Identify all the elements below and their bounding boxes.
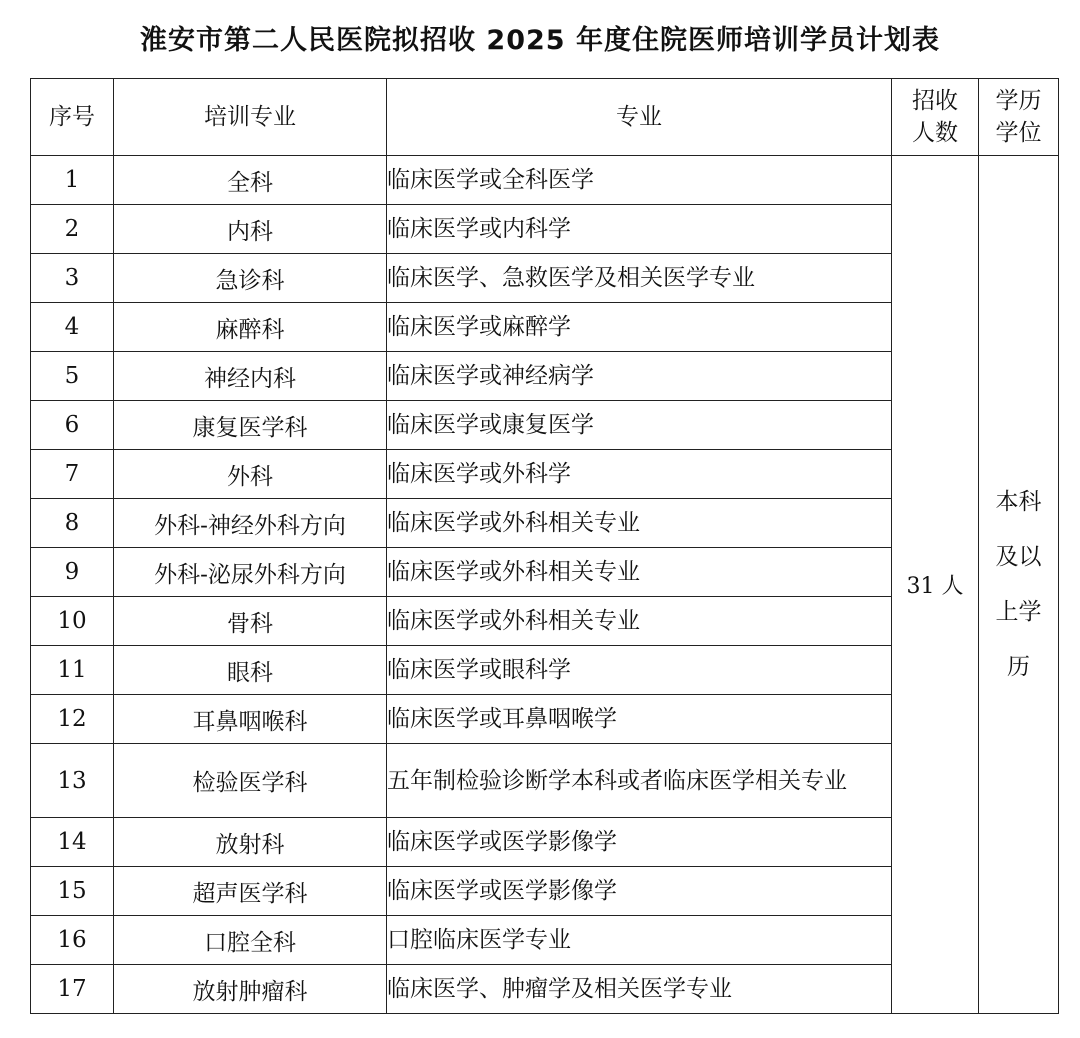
header-degree-line1: 学历 [995, 88, 1042, 114]
row-major: 临床医学或全科医学 [387, 156, 892, 205]
row-index: 14 [31, 818, 114, 867]
row-index: 1 [31, 156, 114, 205]
row-index: 5 [31, 352, 114, 401]
row-training-specialty: 骨科 [114, 597, 387, 646]
row-training-specialty: 全科 [114, 156, 387, 205]
row-training-specialty: 超声医学科 [114, 867, 387, 916]
row-training-specialty: 放射科 [114, 818, 387, 867]
row-training-specialty: 内科 [114, 205, 387, 254]
page-title: 淮安市第二人民医院拟招收 2025 年度住院医师培训学员计划表 [140, 25, 940, 56]
merged-degree-requirement [979, 156, 1059, 1014]
row-major: 临床医学、急救医学及相关医学专业 [387, 254, 892, 303]
row-major: 临床医学或内科学 [387, 205, 892, 254]
table-row [31, 156, 1059, 205]
row-training-specialty: 检验医学科 [114, 744, 387, 818]
row-index: 6 [31, 401, 114, 450]
row-index: 8 [31, 499, 114, 548]
row-training-specialty: 眼科 [114, 646, 387, 695]
header-row [31, 79, 1059, 156]
header-index: 序号 [31, 79, 114, 156]
table-body [31, 156, 1059, 1014]
header-major: 专业 [387, 79, 892, 156]
header-count-line1: 招收 [912, 88, 958, 114]
row-training-specialty: 外科 [114, 450, 387, 499]
row-major: 临床医学或耳鼻咽喉学 [387, 695, 892, 744]
degree-line: 上学 [995, 598, 1042, 625]
row-index: 3 [31, 254, 114, 303]
row-major: 口腔临床医学专业 [387, 916, 892, 965]
merged-enrollment-count: 31 人 [892, 156, 979, 1014]
row-training-specialty: 外科-神经外科方向 [114, 499, 387, 548]
header-training: 培训专业 [114, 79, 387, 156]
degree-line: 及以 [995, 543, 1042, 570]
header-count [892, 79, 979, 156]
degree-line: 本科 [995, 488, 1042, 515]
row-training-specialty: 神经内科 [114, 352, 387, 401]
row-index: 7 [31, 450, 114, 499]
row-major: 临床医学或外科学 [387, 450, 892, 499]
row-major: 临床医学或外科相关专业 [387, 597, 892, 646]
row-index: 16 [31, 916, 114, 965]
row-index: 15 [31, 867, 114, 916]
row-major: 临床医学或神经病学 [387, 352, 892, 401]
row-training-specialty: 外科-泌尿外科方向 [114, 548, 387, 597]
row-training-specialty: 急诊科 [114, 254, 387, 303]
header-degree [979, 79, 1059, 156]
row-index: 2 [31, 205, 114, 254]
row-major: 临床医学、肿瘤学及相关医学专业 [387, 965, 892, 1014]
row-training-specialty: 耳鼻咽喉科 [114, 695, 387, 744]
row-major: 临床医学或眼科学 [387, 646, 892, 695]
row-index: 4 [31, 303, 114, 352]
row-major: 临床医学或康复医学 [387, 401, 892, 450]
degree-line: 历 [1007, 653, 1030, 680]
row-index: 11 [31, 646, 114, 695]
row-training-specialty: 麻醉科 [114, 303, 387, 352]
row-major: 临床医学或医学影像学 [387, 818, 892, 867]
row-major: 临床医学或外科相关专业 [387, 548, 892, 597]
row-major: 临床医学或外科相关专业 [387, 499, 892, 548]
row-training-specialty: 放射肿瘤科 [114, 965, 387, 1014]
row-major: 五年制检验诊断学本科或者临床医学相关专业 [387, 744, 892, 818]
row-index: 9 [31, 548, 114, 597]
row-major: 临床医学或麻醉学 [387, 303, 892, 352]
header-count-line2: 人数 [912, 120, 958, 146]
row-index: 17 [31, 965, 114, 1014]
row-index: 10 [31, 597, 114, 646]
row-major: 临床医学或医学影像学 [387, 867, 892, 916]
row-index: 13 [31, 744, 114, 818]
row-training-specialty: 口腔全科 [114, 916, 387, 965]
row-index: 12 [31, 695, 114, 744]
row-training-specialty: 康复医学科 [114, 401, 387, 450]
training-plan-table [30, 78, 1059, 1014]
header-degree-line2: 学位 [995, 120, 1042, 146]
